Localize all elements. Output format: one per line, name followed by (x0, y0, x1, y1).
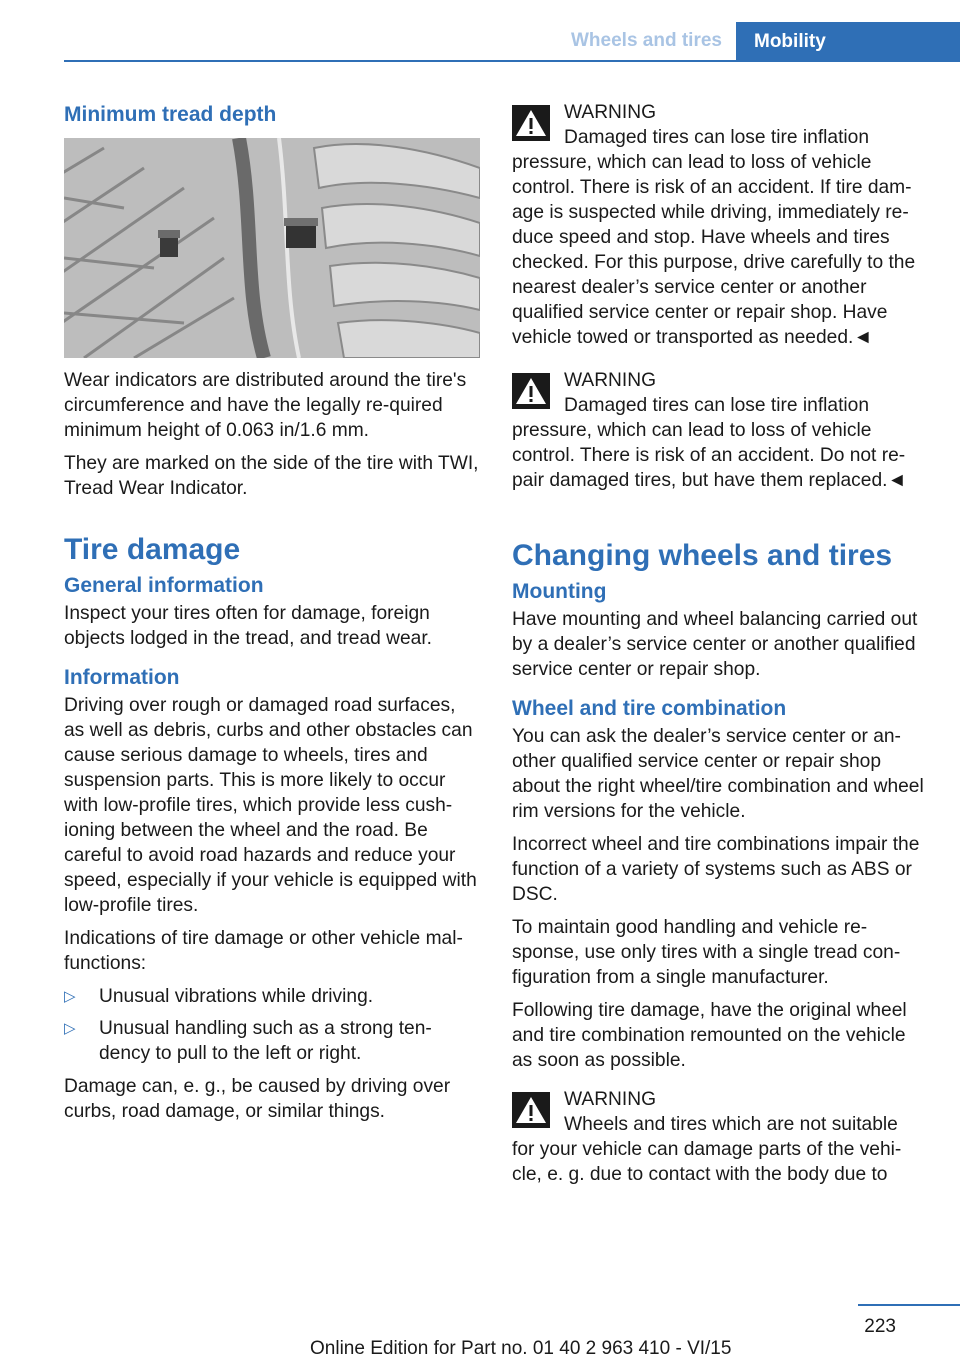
paragraph-indications: Indications of tire damage or other vehicle mal‐functions: (64, 928, 463, 974)
paragraph-wear-indicators: Wear indicators are distributed around the tire's circumference and have the legally re‐quired minimum height of 0.063 in/1.6 mm. (64, 370, 467, 441)
list-item-text: Unusual handling such as a strong ten‐dency to pull to the left or right. (99, 1018, 432, 1064)
paragraph-combination-3: To maintain good handling and vehicle re‐sponse, use only tires with a single tread con‐figuration from a single manufacturer. (512, 917, 901, 988)
left-column (64, 100, 480, 1132)
heading-information: Information (64, 666, 180, 689)
warning-title: WARNING (564, 1089, 657, 1110)
paragraph-mounting: Have mounting and wheel balancing carried out by a dealer’s service center or another qualified service center or repair shop. (512, 609, 918, 680)
paragraph-general-information: Inspect your tires often for damage, foreign objects lodged in the tread, and tread wear. (64, 603, 433, 649)
warning-block-1 (512, 100, 926, 350)
heading-changing-wheels-and-tires: Changing wheels and tires (512, 539, 893, 572)
paragraph-combination-2: Incorrect wheel and tire combinations impair the function of a variety of systems such as ABS or DSC. (512, 834, 920, 905)
paragraph-twi: They are marked on the side of the tire with TWI, Tread Wear Indicator. (64, 453, 479, 499)
warning-first-line: Wheels and tires which are not suitable (564, 1114, 898, 1135)
tire-tread-photo (64, 138, 480, 358)
paragraph-combination-1: You can ask the dealer’s service center or an‐other qualified service center or repair shop about the right wheel/tire combination and wheel rim versions for the vehicle. (512, 726, 924, 822)
indications-list (64, 984, 480, 1066)
warning-text: pressure, which can lead to loss of vehicle control. There is risk of an accident. Do not re‐pair damaged tires, but have them replaced.◄ (512, 420, 907, 491)
page-number: 223 (864, 1316, 896, 1337)
right-column (512, 100, 926, 1197)
warning-triangle-icon (512, 373, 550, 409)
heading-general-information: General information (64, 574, 264, 597)
warning-triangle-icon (512, 1092, 550, 1128)
paragraph-information: Driving over rough or damaged road surfaces, as well as debris, curbs and other obstacles can cause serious damage to wheels, tires and suspension parts. This is more likely to occur with low-profile tires, which provide less cush‐ioning between the wheel and the road. Be careful to avoid road hazards and reduce your speed, especially if your vehicle is equipped with low-profile tires. (64, 695, 477, 916)
edition-footer: Online Edition for Part no. 01 40 2 963 410 - VI/15 (310, 1338, 732, 1359)
triangle-right-icon: ▷ (64, 988, 76, 1005)
heading-tire-damage: Tire damage (64, 533, 241, 566)
list-item (64, 1016, 480, 1066)
warning-block-3 (512, 1087, 926, 1187)
warning-text: pressure, which can lead to loss of vehicle control. There is risk of an accident. If tire dam‐age is suspected while driving, immediately re‐duce speed and stop. Have wheels and tires checked. For this purpose, drive carefully to the nearest dealer’s service center or another qualified service center or repair shop. Have vehicle towed or transported as needed.◄ (512, 152, 916, 348)
heading-wheel-and-tire-combination: Wheel and tire combination (512, 697, 787, 720)
warning-title: WARNING (564, 370, 657, 391)
warning-triangle-icon (512, 105, 550, 141)
triangle-right-icon: ▷ (64, 1020, 76, 1037)
warning-block-2 (512, 368, 926, 493)
warning-head (512, 368, 926, 418)
list-item (64, 984, 480, 1009)
header-chapter-tab (736, 22, 960, 62)
header-rule (64, 60, 960, 62)
paragraph-combination-4: Following tire damage, have the original wheel and tire combination remounted on the vehicle as soon as possible. (512, 1000, 907, 1071)
header-section-title: Wheels and tires (571, 30, 722, 51)
warning-first-line: Damaged tires can lose tire inflation (564, 127, 870, 148)
warning-head (512, 100, 926, 150)
footer-rule (858, 1304, 960, 1306)
header-chapter-label: Mobility (754, 31, 826, 52)
list-item-text: Unusual vibrations while driving. (99, 986, 374, 1007)
tire-tread-illustration (64, 138, 480, 358)
warning-text: for your vehicle can damage parts of the vehi‐cle, e. g. due to contact with the body due to (512, 1139, 902, 1185)
warning-head (512, 1087, 926, 1137)
warning-title: WARNING (564, 102, 657, 123)
heading-mounting: Mounting (512, 580, 607, 603)
paragraph-damage-causes: Damage can, e. g., be caused by driving over curbs, road damage, or similar things. (64, 1076, 451, 1122)
warning-first-line: Damaged tires can lose tire inflation (564, 395, 870, 416)
heading-minimum-tread-depth: Minimum tread depth (64, 103, 277, 126)
